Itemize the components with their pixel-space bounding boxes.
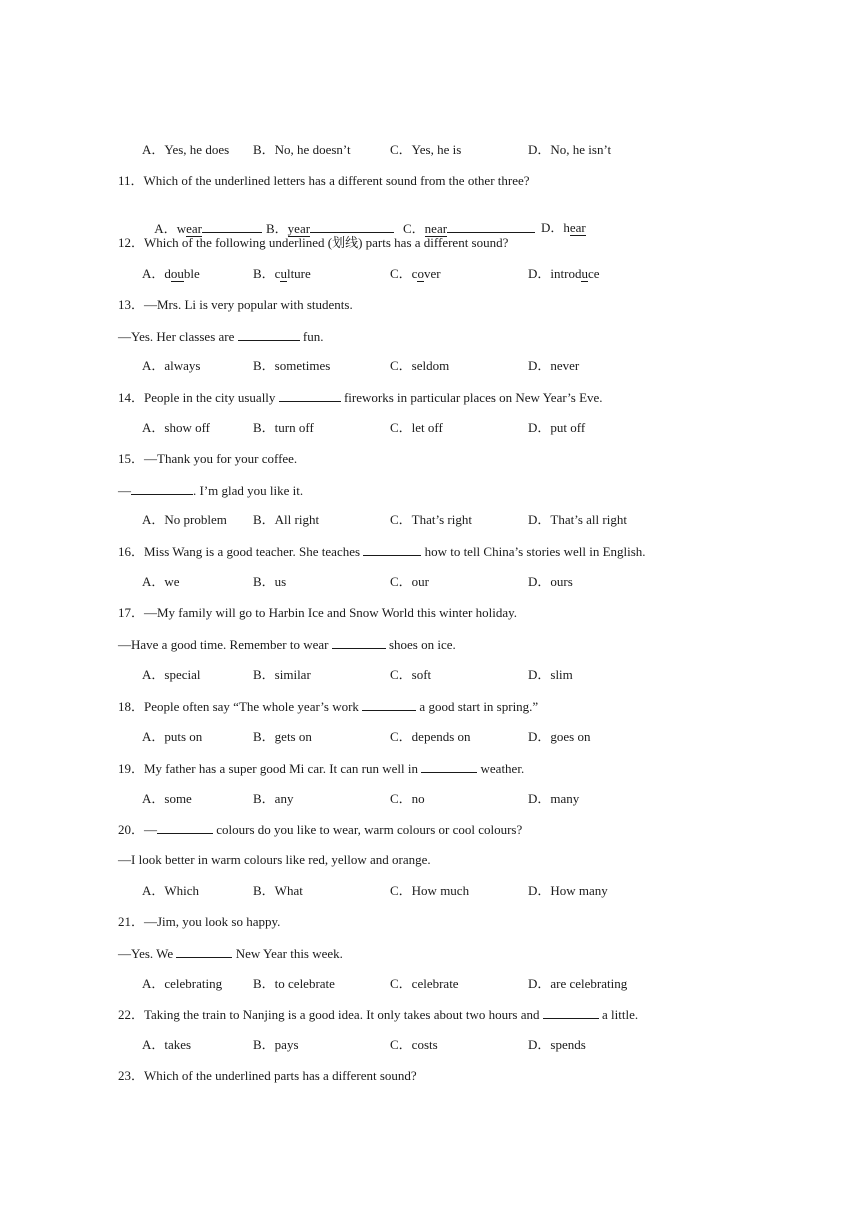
- stem-text: weather.: [477, 761, 525, 776]
- q19-stem: [118, 760, 524, 777]
- q14-stem: [118, 389, 603, 406]
- q10-option-a: A．Yes, he does: [142, 142, 230, 157]
- q15-reply: [118, 482, 303, 499]
- q13-option-c: C．seldom: [390, 358, 450, 373]
- q21-reply: [118, 945, 343, 962]
- option-pre: c: [274, 266, 281, 281]
- q13-stem: 13．—Mrs. Li is very popular with students.: [118, 297, 353, 312]
- q13-option-a: A．always: [142, 358, 201, 373]
- option-letter: A．: [142, 266, 165, 281]
- q11-option-d: [528, 204, 586, 252]
- underlined-letters: year: [287, 221, 311, 236]
- answer-blank: [157, 821, 213, 834]
- q17-stem: 17．—My family will go to Harbin Ice and Snow World this winter holiday.: [118, 605, 518, 620]
- reply-text: . I’m glad you like it.: [193, 483, 304, 498]
- underline-extension: [447, 220, 535, 233]
- underlined-letters: near: [424, 221, 448, 236]
- q12-option-b: [253, 266, 311, 282]
- q16-stem: [118, 543, 646, 560]
- q20-option-c: C．How much: [390, 883, 470, 898]
- q13-option-d: D．never: [528, 358, 580, 373]
- option-letter: C．: [403, 221, 425, 236]
- q20-stem: [118, 821, 522, 838]
- underlined-letters: o: [417, 266, 424, 281]
- q18-option-d: D．goes on: [528, 729, 591, 744]
- q22-option-b: B．pays: [253, 1037, 299, 1052]
- q11-stem: 11．Which of the underlined letters has a different sound from the other three?: [118, 173, 530, 188]
- underlined-letters: ou: [170, 266, 184, 281]
- reply-text: —Have a good time. Remember to wear: [118, 637, 332, 652]
- underlined-letters: ear: [186, 221, 202, 236]
- answer-blank: [131, 482, 193, 495]
- q12-stem: 12．Which of the following underlined (划线) parts has a different sound?: [118, 235, 509, 250]
- option-pre: c: [411, 266, 418, 281]
- q12-option-c: [390, 266, 441, 282]
- q12-option-a: [142, 266, 200, 282]
- q18-option-c: C．depends on: [390, 729, 471, 744]
- reply-text: New Year this week.: [232, 946, 343, 961]
- answer-blank: [176, 945, 232, 958]
- underline-extension: [310, 220, 394, 233]
- option-letter: D．: [528, 266, 551, 281]
- stem-text: 22．Taking the train to Nanjing is a good idea. It only takes about two hours and: [118, 1007, 543, 1022]
- q22-option-c: C．costs: [390, 1037, 438, 1052]
- q14-option-d: D．put off: [528, 420, 586, 435]
- q19-option-a: A．some: [142, 791, 192, 806]
- answer-blank: [363, 543, 421, 556]
- q20-option-a: A．Which: [142, 883, 200, 898]
- stem-text: a little.: [598, 1007, 639, 1022]
- stem-text: a good start in spring.”: [416, 699, 539, 714]
- option-letter: B．: [266, 221, 288, 236]
- q15-stem: 15．—Thank you for your coffee.: [118, 451, 298, 466]
- q22-option-a: A．takes: [142, 1037, 192, 1052]
- q19-option-d: D．many: [528, 791, 580, 806]
- reply-text: —: [118, 483, 131, 498]
- option-pre: d: [164, 266, 171, 281]
- q15-option-d: D．That’s all right: [528, 512, 627, 527]
- q17-reply: [118, 636, 456, 653]
- answer-blank: [421, 760, 477, 773]
- q16-option-d: D．ours: [528, 574, 573, 589]
- option-post: lture: [286, 266, 311, 281]
- reply-text: shoes on ice.: [385, 637, 456, 652]
- q19-option-c: C．no: [390, 791, 425, 806]
- answer-blank: [543, 1006, 599, 1019]
- answer-blank: [332, 636, 386, 649]
- option-letter: C．: [390, 266, 412, 281]
- q18-option-b: B．gets on: [253, 729, 312, 744]
- underlined-letters: u: [280, 266, 287, 281]
- q17-option-d: D．slim: [528, 667, 573, 682]
- q20-reply: —I look better in warm colours like red, yellow and orange.: [118, 852, 431, 867]
- q17-option-a: A．special: [142, 667, 201, 682]
- q20-option-d: D．How many: [528, 883, 608, 898]
- option-letter: A．: [154, 221, 177, 236]
- q23-stem: 23．Which of the underlined parts has a different sound?: [118, 1068, 417, 1083]
- q17-option-b: B．similar: [253, 667, 311, 682]
- option-post: ce: [587, 266, 600, 281]
- q10-option-d: D．No, he isn’t: [528, 142, 612, 157]
- q10-option-c: C．Yes, he is: [390, 142, 462, 157]
- q21-stem: 21．—Jim, you look so happy.: [118, 914, 281, 929]
- stem-text: 18．People often say “The whole year’s work: [118, 699, 363, 714]
- q15-option-a: A．No problem: [142, 512, 227, 527]
- stem-text: 16．Miss Wang is a good teacher. She teaches: [118, 544, 364, 559]
- q17-option-c: C．soft: [390, 667, 432, 682]
- stem-text: 20．—: [118, 822, 158, 837]
- option-pre: h: [563, 220, 570, 235]
- q22-option-d: D．spends: [528, 1037, 586, 1052]
- q14-option-c: C．let off: [390, 420, 443, 435]
- underlined-letters: u: [581, 266, 588, 281]
- q21-option-a: A．celebrating: [142, 976, 223, 991]
- option-post: ble: [183, 266, 200, 281]
- stem-text: fireworks in particular places on New Year’s Eve.: [340, 390, 603, 405]
- option-post: ver: [423, 266, 441, 281]
- q15-option-b: B．All right: [253, 512, 320, 527]
- q22-stem: [118, 1006, 638, 1023]
- underlined-letters: ear: [569, 220, 586, 235]
- reply-text: —Yes. We: [118, 946, 177, 961]
- answer-blank: [279, 389, 341, 402]
- reply-text: —Yes. Her classes are: [118, 329, 238, 344]
- q14-option-a: A．show off: [142, 420, 211, 435]
- option-pre: introd: [550, 266, 582, 281]
- q10-option-b: B．No, he doesn’t: [253, 142, 351, 157]
- stem-text: colours do you like to wear, warm colours or cool colours?: [213, 822, 523, 837]
- q12-option-d: [528, 266, 600, 282]
- stem-text: 14．People in the city usually: [118, 390, 279, 405]
- q21-option-b: B．to celebrate: [253, 976, 335, 991]
- q21-option-c: C．celebrate: [390, 976, 459, 991]
- option-letter: D．: [541, 220, 564, 235]
- q16-option-a: A．we: [142, 574, 180, 589]
- q18-option-a: A．puts on: [142, 729, 203, 744]
- q16-option-c: C．our: [390, 574, 430, 589]
- q21-option-d: D．are celebrating: [528, 976, 628, 991]
- option-letter: B．: [253, 266, 275, 281]
- option-pre: w: [176, 221, 187, 236]
- answer-blank: [238, 328, 300, 341]
- reply-text: fun.: [299, 329, 324, 344]
- q20-option-b: B．What: [253, 883, 303, 898]
- q16-option-b: B．us: [253, 574, 287, 589]
- q15-option-c: C．That’s right: [390, 512, 472, 527]
- stem-text: how to tell China’s stories well in English.: [421, 544, 646, 559]
- q19-option-b: B．any: [253, 791, 294, 806]
- answer-blank: [362, 698, 416, 711]
- q13-option-b: B．sometimes: [253, 358, 331, 373]
- q18-stem: [118, 698, 538, 715]
- q13-reply: [118, 328, 323, 345]
- stem-text: 19．My father has a super good Mi car. It can run well in: [118, 761, 422, 776]
- q14-option-b: B．turn off: [253, 420, 314, 435]
